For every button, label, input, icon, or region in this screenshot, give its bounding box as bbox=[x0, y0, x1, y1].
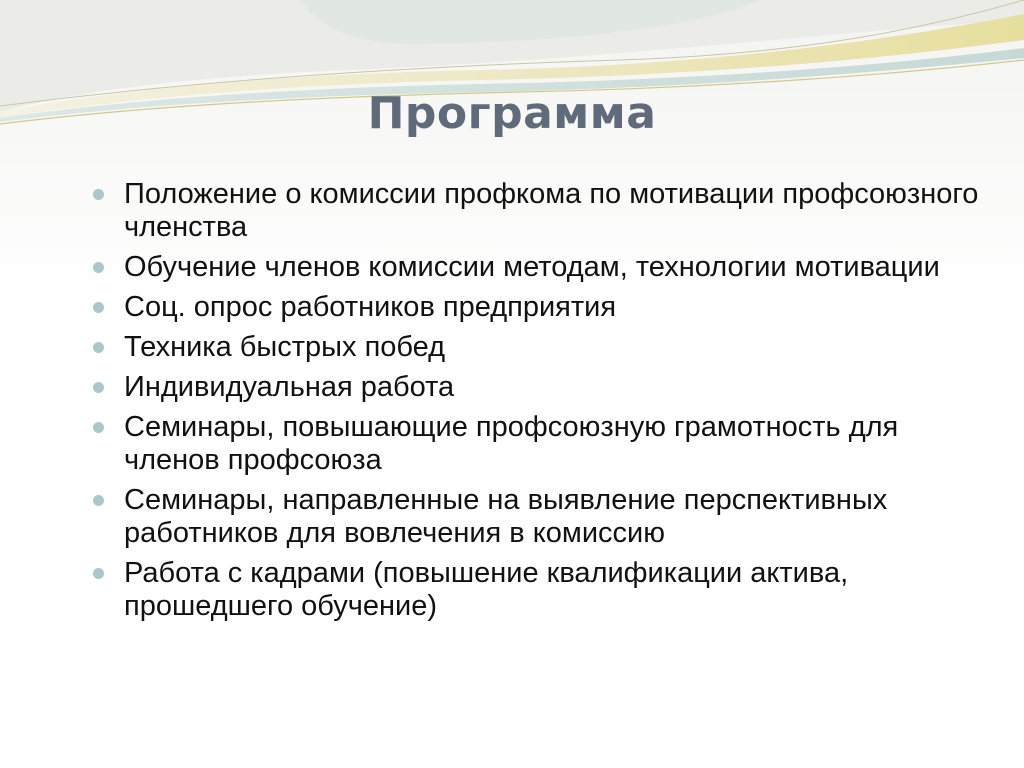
list-item bbox=[90, 291, 990, 324]
bullet-dot-icon bbox=[93, 382, 104, 393]
bullet-dot-icon bbox=[93, 495, 104, 506]
bullet-dot-icon bbox=[93, 302, 104, 313]
list-item bbox=[90, 371, 990, 404]
list-item-text: Соц. опрос работников предприятия bbox=[124, 291, 617, 323]
list-item bbox=[90, 484, 990, 550]
list-item-text: Индивидуальная работа bbox=[124, 371, 455, 403]
bullet-list bbox=[90, 178, 990, 630]
bullet-dot-icon bbox=[93, 189, 104, 200]
list-item bbox=[90, 251, 990, 284]
list-item bbox=[90, 178, 990, 244]
bullet-dot-icon bbox=[93, 422, 104, 433]
list-item-text: Работа с кадрами (повышение квалификации актива, прошедшего обучение) bbox=[124, 557, 849, 622]
list-item-text: Семинары, повышающие профсоюзную грамотность для членов профсоюза bbox=[124, 411, 899, 476]
list-item-text: Положение о комиссии профкома по мотивации профсоюзного членства bbox=[124, 178, 979, 243]
list-item-text: Семинары, направленные на выявление перспективных работников для вовлечения в комиссию bbox=[124, 484, 888, 549]
list-item bbox=[90, 557, 990, 623]
list-item bbox=[90, 331, 990, 364]
slide-title: Программа bbox=[367, 88, 657, 139]
bullet-dot-icon bbox=[93, 342, 104, 353]
bullet-dot-icon bbox=[93, 262, 104, 273]
list-item-text: Техника быстрых побед bbox=[124, 331, 446, 363]
list-item bbox=[90, 411, 990, 477]
list-item-text: Обучение членов комиссии методам, технологии мотивации bbox=[124, 251, 940, 283]
bullet-dot-icon bbox=[93, 568, 104, 579]
